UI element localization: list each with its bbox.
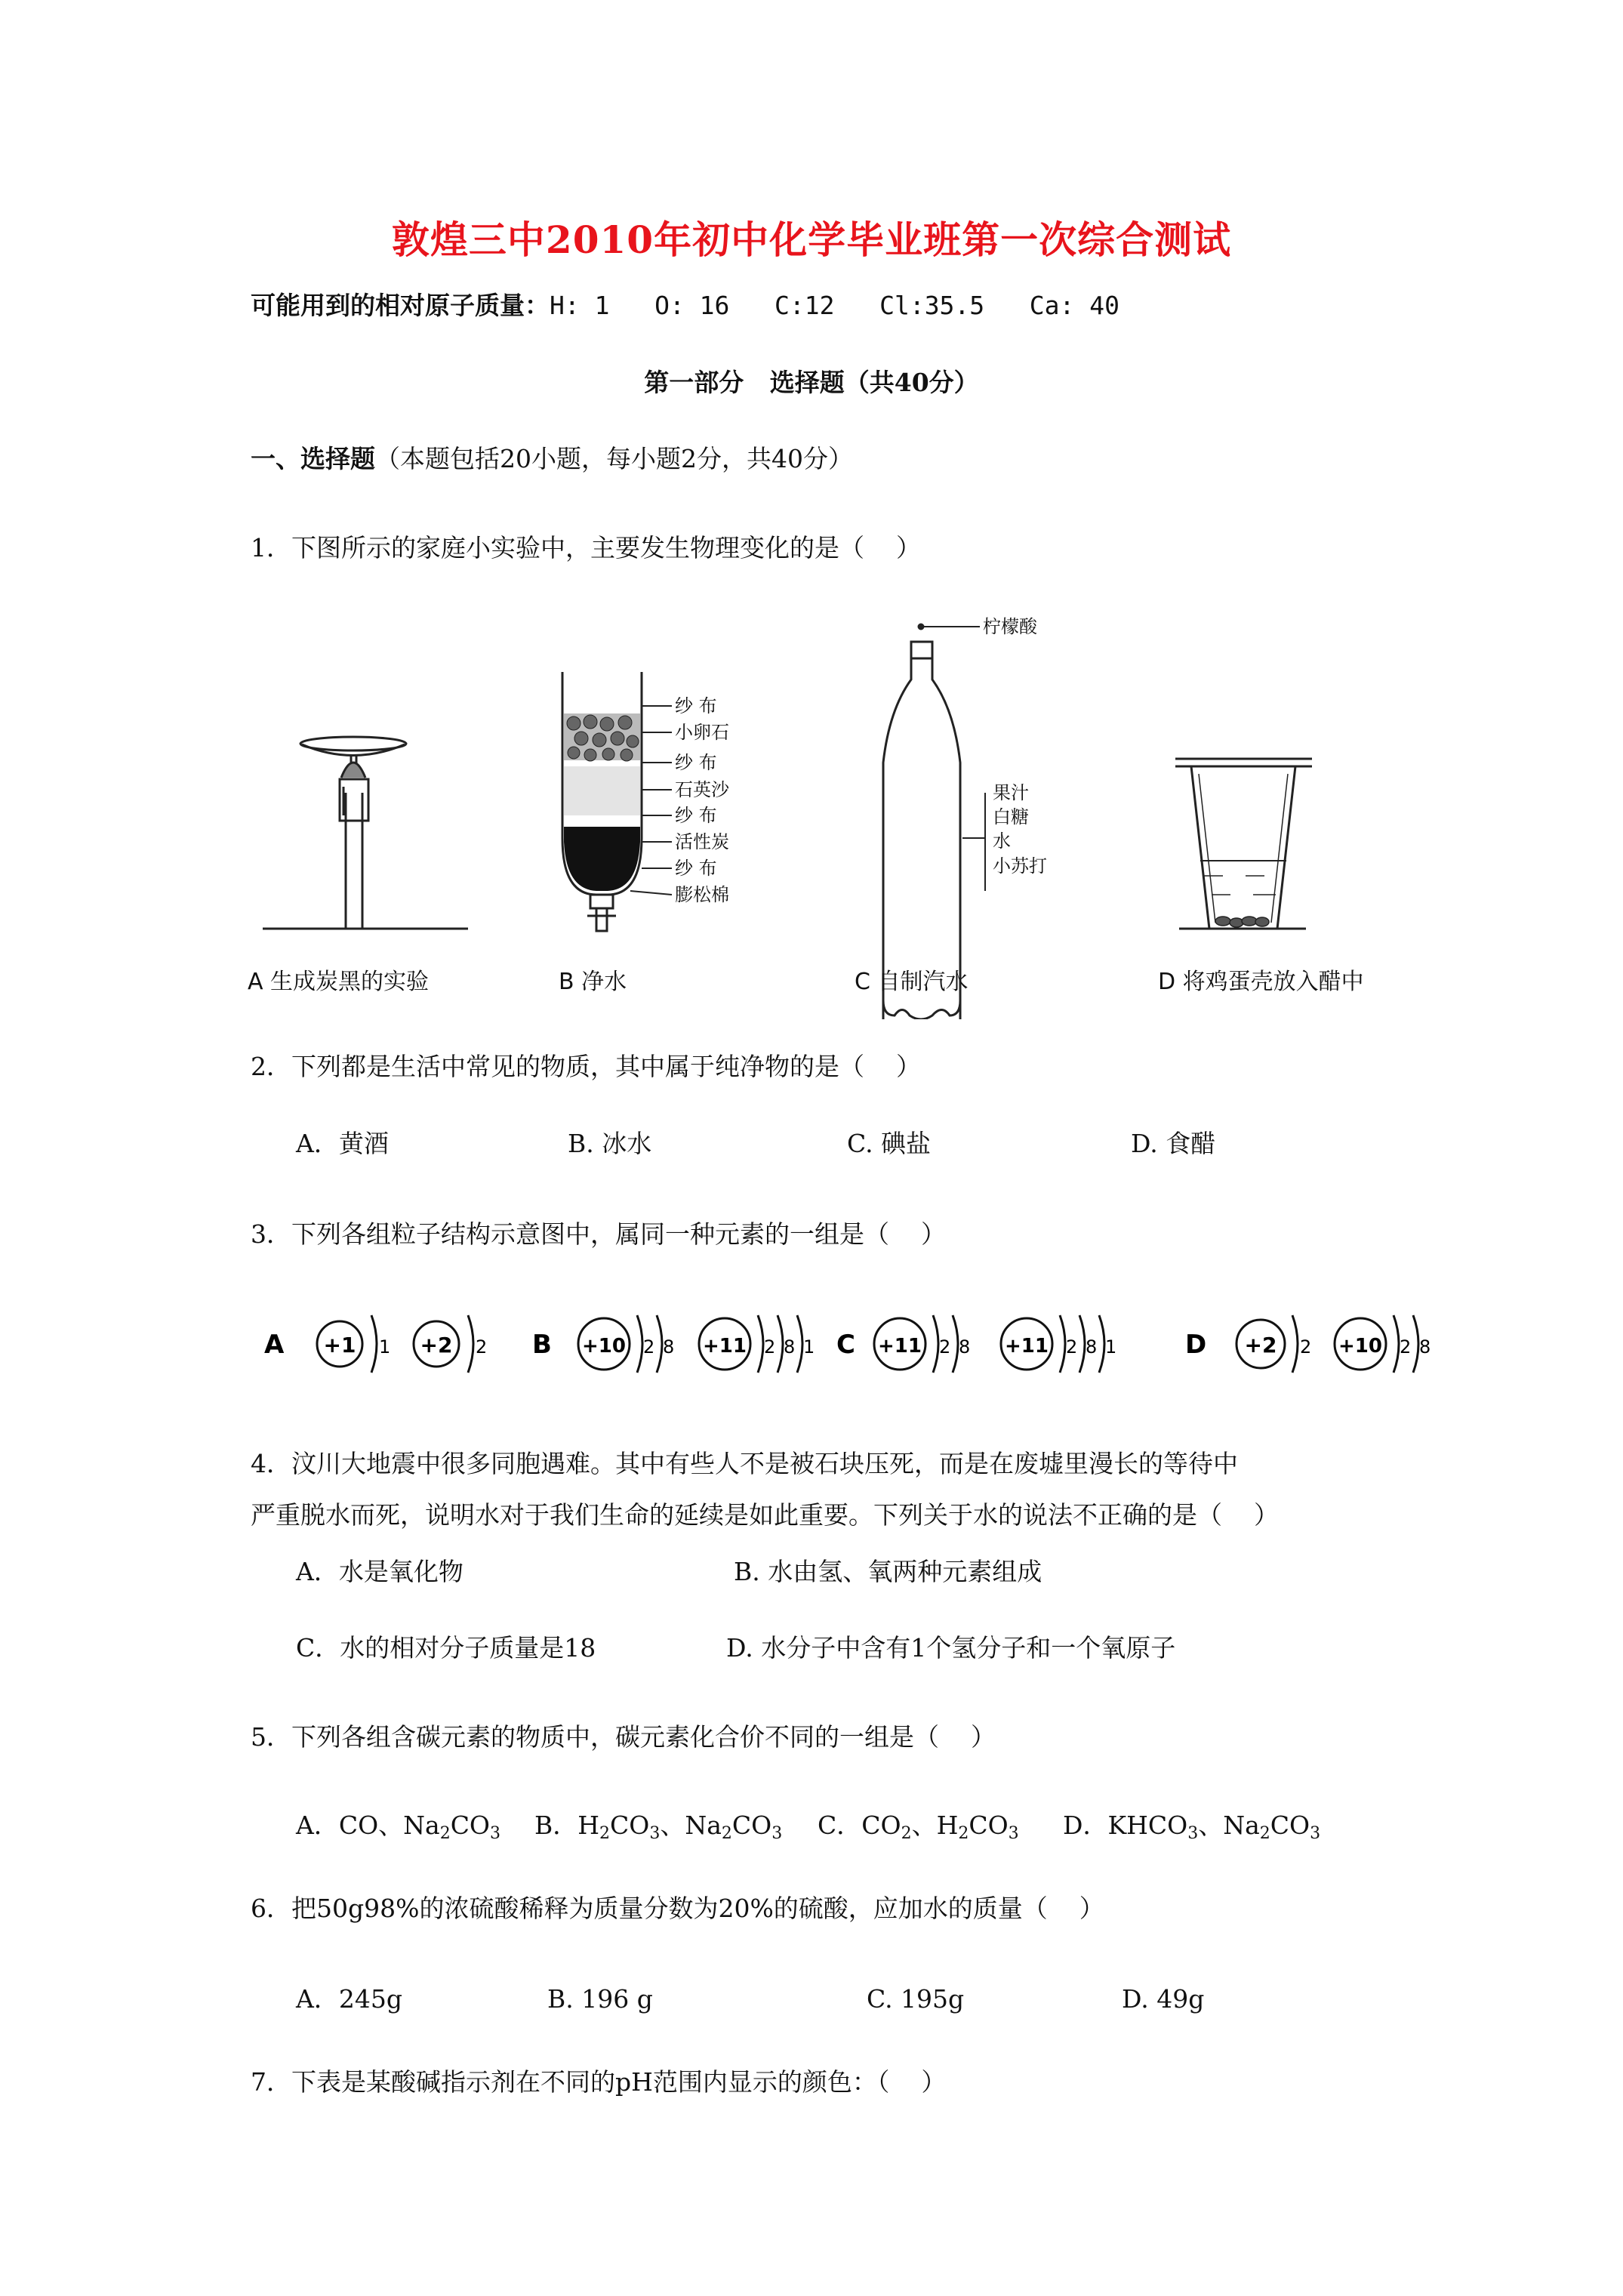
q2-option-d[interactable]: D. 食醋 bbox=[1131, 1129, 1216, 1158]
shell-count: 2 bbox=[1300, 1336, 1312, 1358]
shell-count: 8 bbox=[1419, 1336, 1431, 1358]
bottle-item-label: 水 bbox=[993, 831, 1011, 852]
q7-stem: 7．下表是某酸碱指示剂在不同的pH范围内显示的颜色：（ ） bbox=[251, 2067, 947, 2097]
q4-stem-line1: 4．汶川大地震中很多同胞遇难。其中有些人不是被石块压死，而是在废墟里漫长的等待中 bbox=[251, 1449, 1238, 1478]
q3-stem: 3．下列各组粒子结构示意图中，属同一种元素的一组是（ ） bbox=[251, 1219, 946, 1249]
q2-option-a[interactable]: A．黄酒 bbox=[296, 1129, 389, 1158]
shell-count: 1 bbox=[803, 1336, 815, 1358]
bottle-item-label: 白糖 bbox=[993, 806, 1029, 827]
shell-count: 2 bbox=[1066, 1336, 1078, 1358]
q6-stem: 6．把50g98%的浓硫酸稀释为质量分数为20%的硫酸，应加水的质量（ ） bbox=[251, 1894, 1104, 1923]
q4-option-c[interactable]: C．水的相对分子质量是18 bbox=[296, 1633, 596, 1663]
q4-stem-line2: 严重脱水而死，说明水对于我们生命的延续是如此重要。下列关于水的说法不正确的是（ ） bbox=[251, 1500, 1279, 1530]
shell-count: 2 bbox=[476, 1336, 488, 1358]
q6-option-a[interactable]: A．245g bbox=[296, 1984, 402, 2014]
q3-particle-diagrams bbox=[249, 1299, 1487, 1389]
atomic-masses-values: H: 1 O: 16 C:12 Cl:35.5 Ca: 40 bbox=[550, 291, 1119, 320]
fig-d-caption: D 将鸡蛋壳放入醋中 bbox=[1158, 969, 1364, 995]
filter-layer-label: 石英沙 bbox=[675, 779, 729, 800]
q3-group-b-letter: B bbox=[532, 1330, 552, 1360]
bottle-item-label: 果汁 bbox=[993, 782, 1029, 803]
shell-count: 2 bbox=[643, 1336, 655, 1358]
section-desc: （本题包括20小题，每小题2分，共40分） bbox=[375, 444, 853, 473]
bottle-top-label: 柠檬酸 bbox=[983, 616, 1037, 637]
shell-count: 8 bbox=[663, 1336, 675, 1358]
q5-option-b[interactable]: B．$H_2CO_3$、$Na_2CO_3$ bbox=[534, 1811, 783, 1843]
shell-count: 1 bbox=[1105, 1336, 1117, 1358]
q4-option-d[interactable]: D. 水分子中含有1个氢分子和一个氧原子 bbox=[726, 1633, 1176, 1663]
q1-stem: 1．下图所示的家庭小实验中，主要发生物理变化的是（ ） bbox=[251, 533, 921, 562]
bottle-item-label: 小苏打 bbox=[993, 855, 1047, 877]
q1-figure bbox=[242, 612, 1449, 1019]
q5-stem: 5．下列各组含碳元素的物质中，碳元素化合价不同的一组是（ ） bbox=[251, 1722, 996, 1752]
water-filter bbox=[562, 672, 672, 931]
fig-a-caption: A 生成炭黑的实验 bbox=[248, 969, 430, 995]
filter-layer-label: 小卵石 bbox=[675, 722, 729, 743]
vinegar-cup bbox=[1175, 759, 1312, 929]
q6-option-d[interactable]: D. 49g bbox=[1122, 1984, 1205, 2014]
filter-layer-label: 膨松棉 bbox=[675, 884, 729, 905]
shell-count: 1 bbox=[379, 1336, 391, 1358]
nucleus-label: +2 bbox=[420, 1333, 453, 1358]
q6-option-c[interactable]: C. 195g bbox=[867, 1984, 965, 2014]
atomic-masses bbox=[251, 291, 1119, 321]
shell-count: 2 bbox=[939, 1336, 951, 1358]
q2-stem: 2．下列都是生活中常见的物质，其中属于纯净物的是（ ） bbox=[251, 1052, 921, 1081]
q2-option-b[interactable]: B. 冰水 bbox=[568, 1129, 652, 1158]
shell-count: 2 bbox=[1400, 1336, 1412, 1358]
section-heading bbox=[251, 444, 853, 474]
shell-count: 2 bbox=[764, 1336, 776, 1358]
q2-option-c[interactable]: C. 碘盐 bbox=[847, 1129, 932, 1158]
nucleus-label: +10 bbox=[582, 1335, 626, 1358]
q5-option-a[interactable]: A．CO、$Na_2CO_3$ bbox=[296, 1811, 500, 1843]
q5-option-d[interactable]: D．$KHCO_3$、$Na_2CO_3$ bbox=[1063, 1811, 1321, 1843]
q5-option-c[interactable]: C．$CO_2$、$H_2CO_3$ bbox=[818, 1811, 1019, 1843]
nucleus-label: +1 bbox=[323, 1333, 356, 1358]
filter-layer-label: 纱 布 bbox=[675, 805, 717, 826]
nucleus-label: +11 bbox=[878, 1335, 922, 1358]
q6-option-b[interactable]: B. 196 g bbox=[547, 1984, 653, 2014]
nucleus-label: +11 bbox=[1005, 1335, 1049, 1358]
section-label: 一、选择题 bbox=[251, 444, 375, 473]
filter-layer-label: 纱 布 bbox=[675, 858, 717, 879]
filter-layer-label: 纱 布 bbox=[675, 752, 717, 773]
q4-option-a[interactable]: A．水是氧化物 bbox=[296, 1557, 463, 1586]
atomic-masses-label: 可能用到的相对原子质量： bbox=[251, 291, 550, 320]
shell-count: 8 bbox=[1086, 1336, 1098, 1358]
q3-group-d-letter: D bbox=[1185, 1330, 1207, 1360]
q3-group-a-letter: A bbox=[264, 1330, 285, 1360]
nucleus-label: +10 bbox=[1338, 1335, 1382, 1358]
fig-b-caption: B 净水 bbox=[559, 969, 627, 995]
soda-bottle bbox=[883, 624, 985, 1019]
q4-option-b[interactable]: B. 水由氢、氧两种元素组成 bbox=[734, 1557, 1042, 1586]
fig-c-caption: C 自制汽水 bbox=[855, 969, 969, 995]
candle-experiment bbox=[263, 737, 468, 929]
shell-count: 8 bbox=[784, 1336, 796, 1358]
shell-count: 8 bbox=[959, 1336, 971, 1358]
part-title: 第一部分 选择题（共40分） bbox=[644, 368, 979, 397]
filter-labels bbox=[675, 695, 730, 905]
filter-layer-label: 活性炭 bbox=[675, 831, 729, 852]
page-title: 敦煌三中2010年初中化学毕业班第一次综合测试 bbox=[391, 217, 1232, 262]
nucleus-label: +11 bbox=[703, 1335, 747, 1358]
filter-layer-label: 纱 布 bbox=[675, 695, 717, 717]
q3-group-c-letter: C bbox=[836, 1330, 855, 1360]
bottle-labels bbox=[993, 782, 1047, 877]
nucleus-label: +2 bbox=[1244, 1333, 1277, 1358]
